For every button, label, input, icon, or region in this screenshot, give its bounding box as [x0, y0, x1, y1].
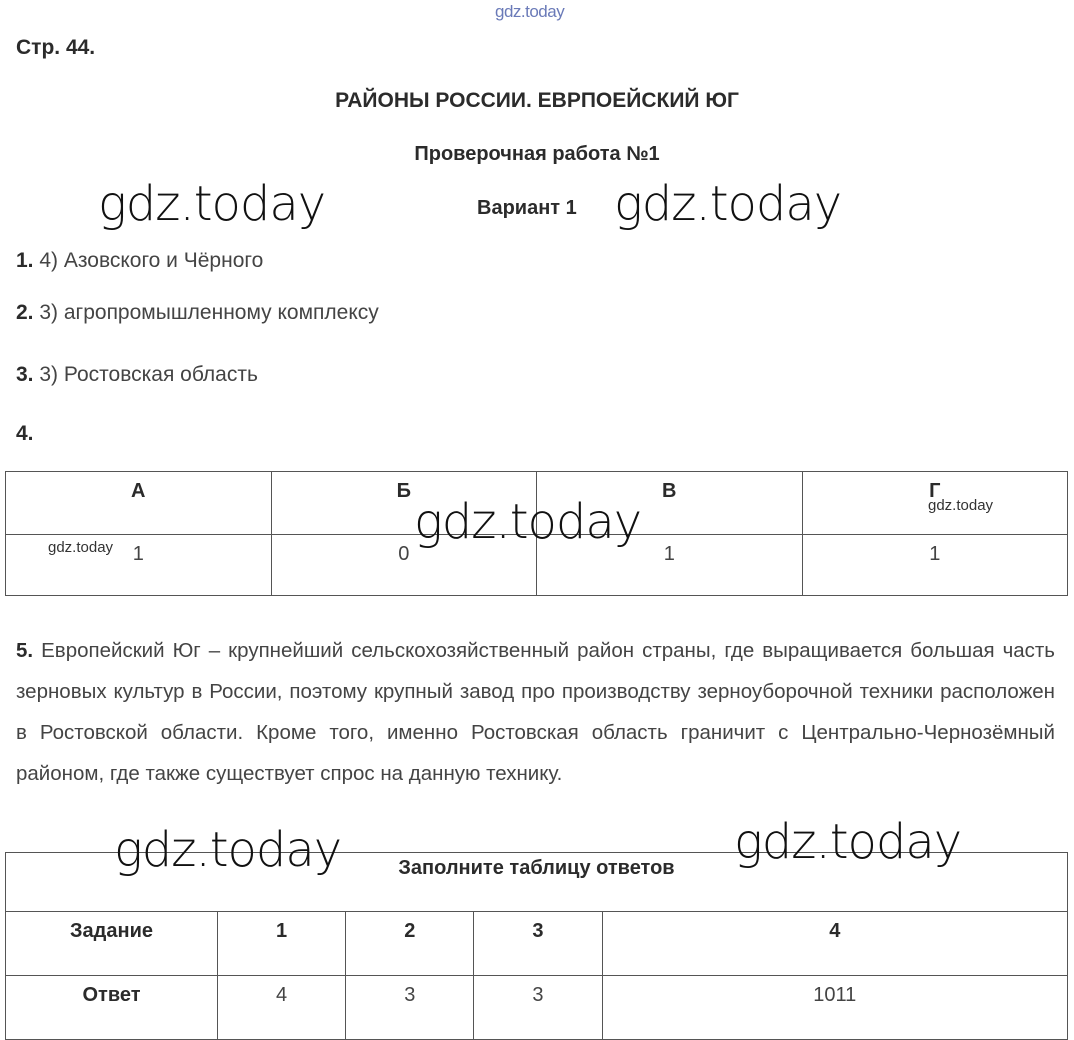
watermark: gdz.today	[98, 176, 326, 232]
answer-table	[5, 852, 1068, 1040]
watermark: gdz.today	[928, 497, 994, 514]
page-title: РАЙОНЫ РОССИИ. ЕВРПОЕЙСКИЙ ЮГ	[335, 89, 739, 112]
answer-number: 1.	[16, 249, 34, 272]
watermark: gdz.today	[414, 494, 642, 550]
answer-4	[16, 422, 34, 446]
table-cell: 0	[271, 535, 537, 596]
answer-row	[6, 976, 1068, 1040]
variant-label: Вариант 1	[477, 197, 577, 219]
watermark: gdz.today	[614, 176, 842, 232]
task-row	[6, 912, 1068, 976]
table-cell: 1	[537, 535, 803, 596]
answer-text: 4) Азовского и Чёрного	[39, 249, 264, 272]
table-header-cell: А	[6, 472, 272, 535]
table-header-cell: Г	[802, 472, 1068, 535]
answer-number: 3.	[16, 363, 34, 386]
answer-2	[16, 301, 379, 325]
table-cell: 1	[6, 535, 272, 596]
answer-value: 4	[218, 976, 346, 1040]
task-number: 3	[474, 912, 602, 976]
watermark-top: gdz.today	[495, 2, 565, 21]
answer-text: Европейский Юг – крупнейший сельскохозяйственный район страны, где выращивается большая часть зерновых культур в России, поэтому крупный завод про производству зерноуборочной техники расположен в Ростовской области. Кроме того, именно Ростовская область граничит с Центрально-Чернозёмный районом, где также существует спрос на данную технику.	[16, 639, 1055, 785]
answer-3	[16, 363, 258, 387]
watermark: gdz.today	[734, 814, 962, 870]
answer-text: 3) Ростовская область	[39, 363, 258, 386]
answer-table-caption: Заполните таблицу ответов	[6, 853, 1068, 912]
answer-5	[16, 630, 1055, 794]
subtitle: Проверочная работа №1	[414, 143, 660, 165]
answer-value: 1011	[602, 976, 1067, 1040]
answer-number: 4.	[16, 422, 34, 445]
answer-value: 3	[474, 976, 602, 1040]
answer-text: 3) агропромышленному комплексу	[39, 301, 379, 324]
answer-1	[16, 249, 263, 273]
watermark: gdz.today	[114, 822, 342, 878]
table-header-cell: В	[537, 472, 803, 535]
task-number: 1	[218, 912, 346, 976]
task-number: 4	[602, 912, 1067, 976]
answer-number: 2.	[16, 301, 34, 324]
task-number: 2	[346, 912, 474, 976]
table-cell: 1	[802, 535, 1068, 596]
answer-number: 5.	[16, 639, 34, 662]
watermark: gdz.today	[48, 539, 114, 556]
task-label: Задание	[6, 912, 218, 976]
answer-value: 3	[346, 976, 474, 1040]
page-label: Стр. 44.	[16, 36, 96, 59]
table-header-cell: Б	[271, 472, 537, 535]
answer-label: Ответ	[6, 976, 218, 1040]
